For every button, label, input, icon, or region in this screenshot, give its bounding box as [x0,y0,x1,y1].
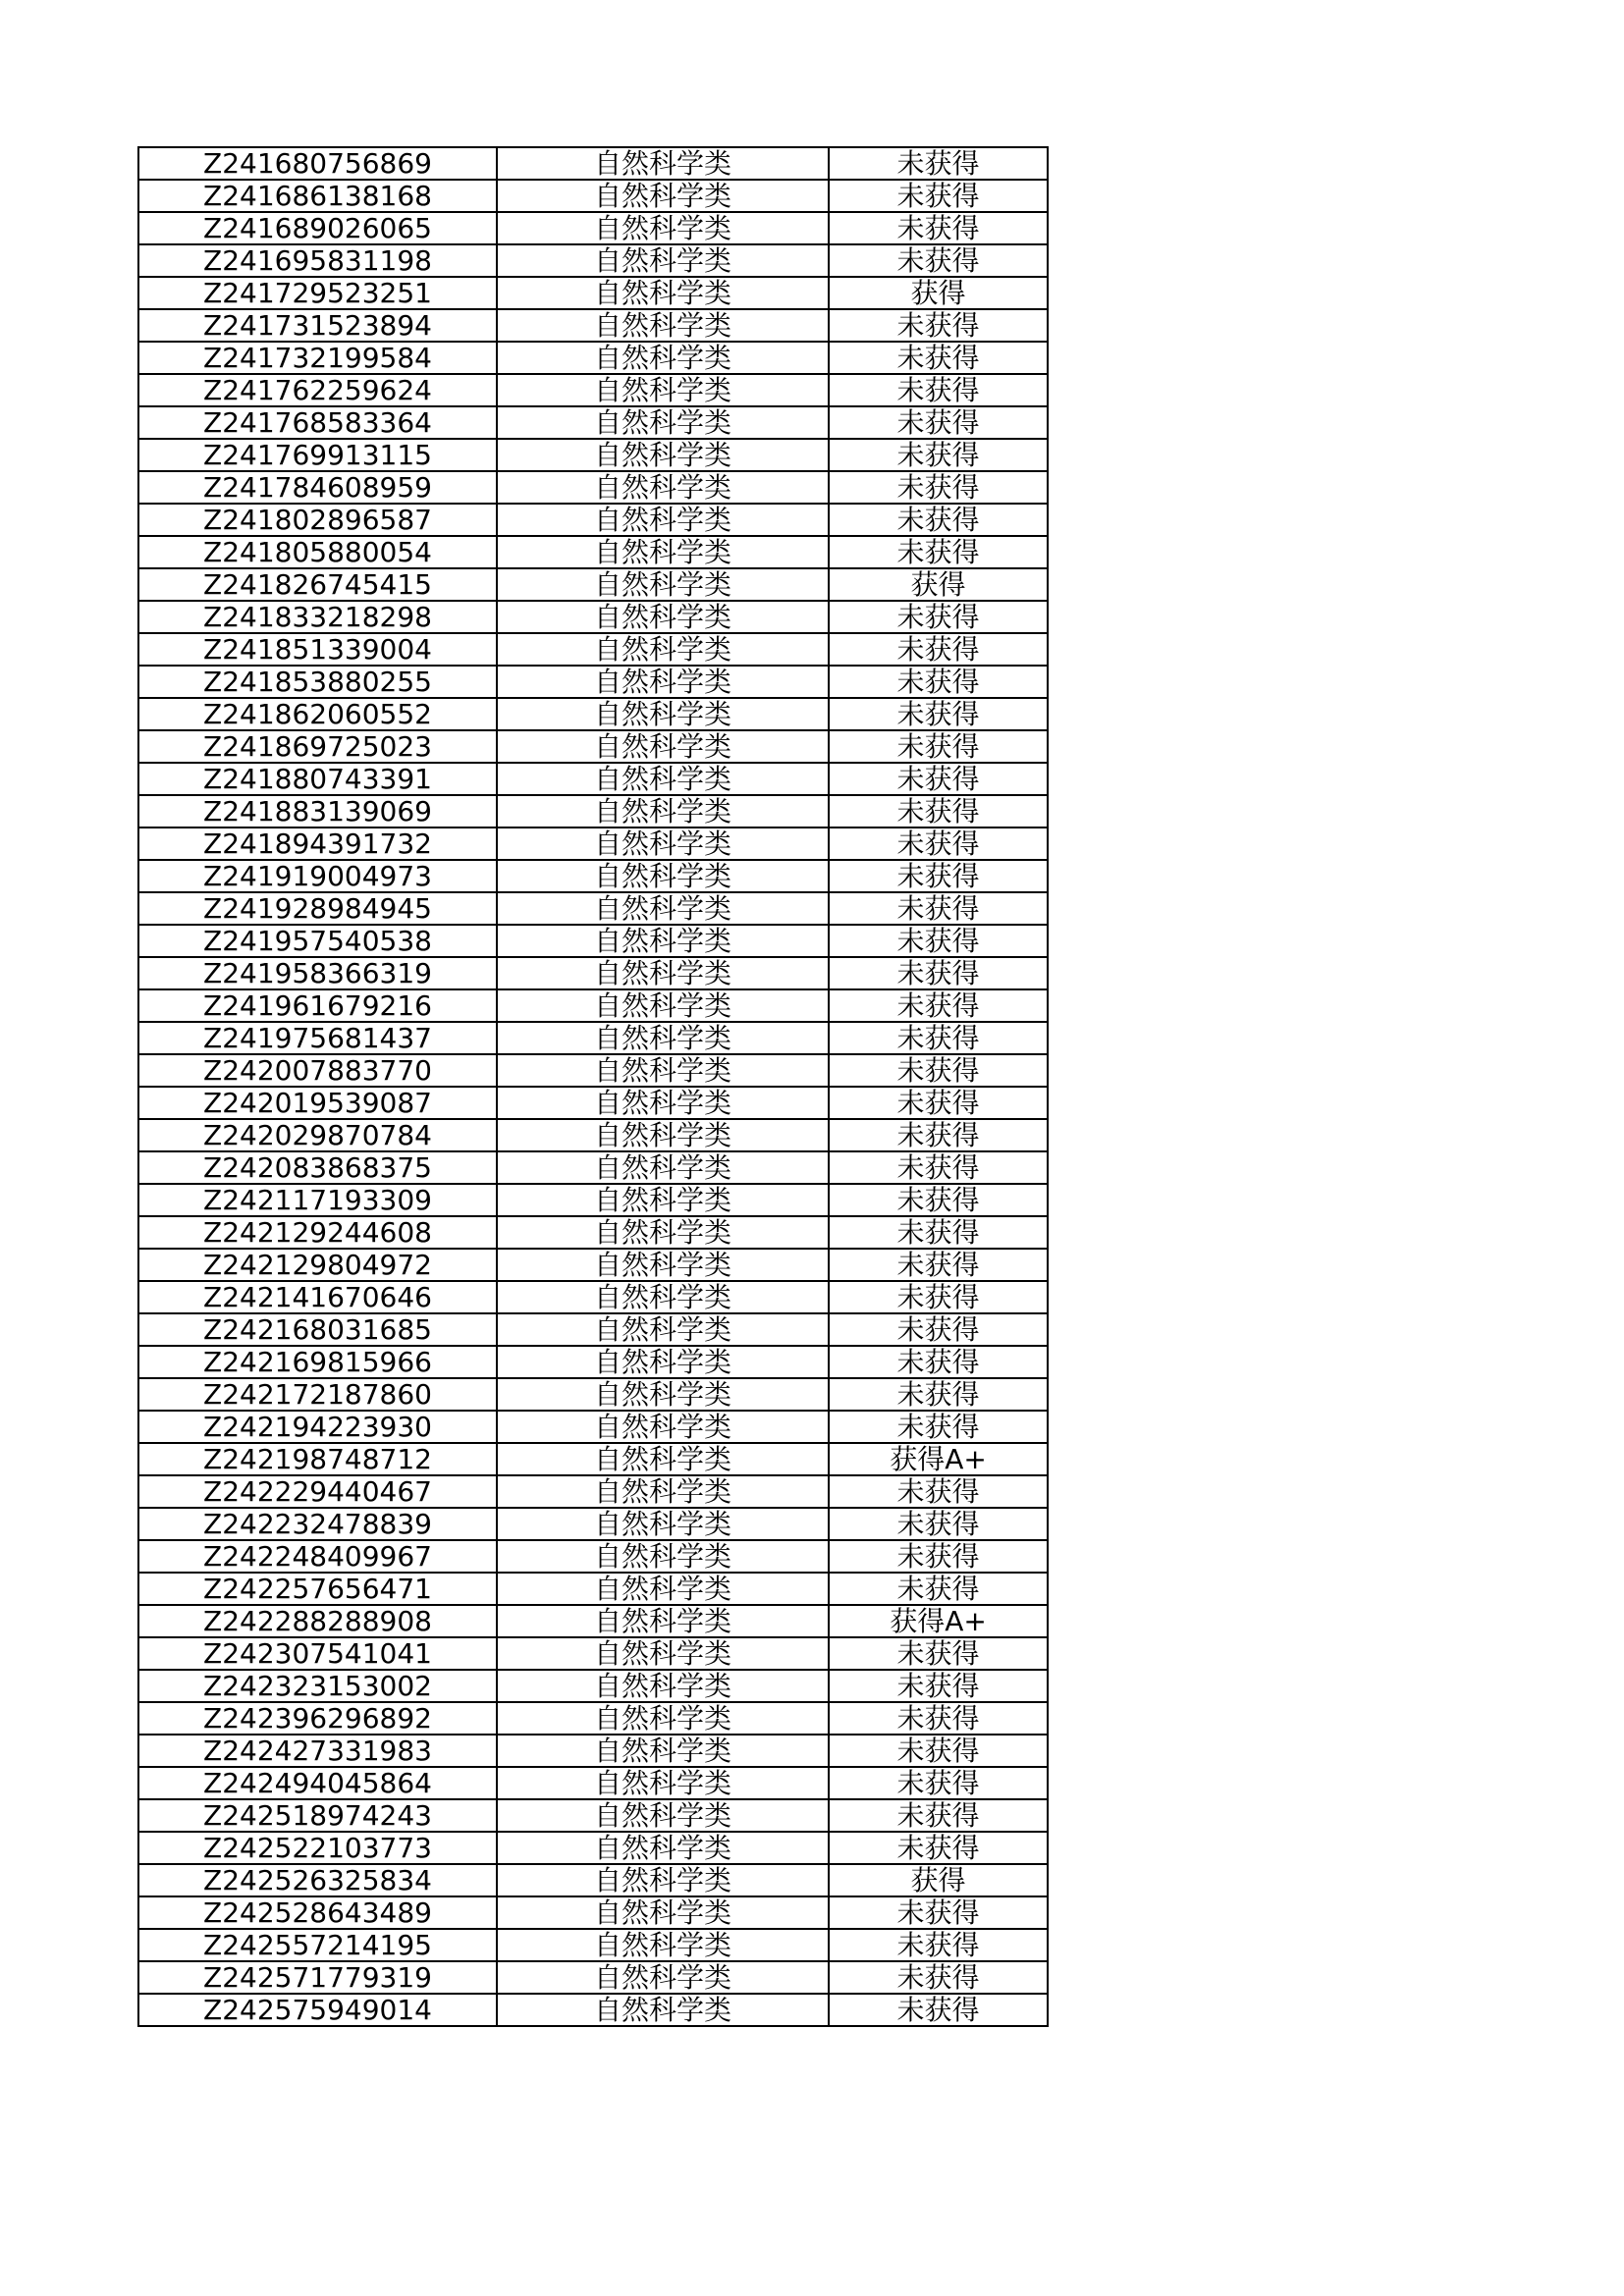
category-cell: 自然科学类 [497,1411,829,1443]
category-cell: 自然科学类 [497,471,829,504]
applicant-id-cell: Z242571779319 [138,1961,497,1994]
category-cell: 自然科学类 [497,1508,829,1540]
table-row [138,1896,1048,1929]
applicant-id-cell: Z242288288908 [138,1605,497,1637]
table-row [138,1508,1048,1540]
category-cell: 自然科学类 [497,1087,829,1119]
applicant-id-cell: Z242323153002 [138,1670,497,1702]
applicant-id-cell: Z242396296892 [138,1702,497,1735]
applicant-id-cell: Z242232478839 [138,1508,497,1540]
category-cell: 自然科学类 [497,342,829,374]
applicant-id-cell: Z241784608959 [138,471,497,504]
result-cell: 未获得 [829,1508,1048,1540]
table-row [138,212,1048,244]
result-cell: 未获得 [829,1573,1048,1605]
applicant-id-cell: Z241833218298 [138,601,497,633]
table-row [138,1540,1048,1573]
category-cell: 自然科学类 [497,1832,829,1864]
result-cell: 未获得 [829,1216,1048,1249]
table-row [138,1929,1048,1961]
table-row [138,1767,1048,1799]
table-row [138,601,1048,633]
category-cell: 自然科学类 [497,1475,829,1508]
category-cell: 自然科学类 [497,1896,829,1929]
result-cell: 未获得 [829,342,1048,374]
result-cell: 未获得 [829,1119,1048,1151]
category-cell: 自然科学类 [497,1022,829,1054]
applicant-id-cell: Z242257656471 [138,1573,497,1605]
table-row [138,1281,1048,1313]
applicant-id-cell: Z241883139069 [138,795,497,828]
applicant-id-cell: Z241975681437 [138,1022,497,1054]
applicant-id-cell: Z241961679216 [138,989,497,1022]
result-cell: 未获得 [829,1767,1048,1799]
result-cell: 未获得 [829,925,1048,957]
table-row [138,1735,1048,1767]
category-cell: 自然科学类 [497,1313,829,1346]
category-cell: 自然科学类 [497,1735,829,1767]
table-row [138,1087,1048,1119]
result-cell: 未获得 [829,1184,1048,1216]
table-row [138,828,1048,860]
table-row [138,1670,1048,1702]
result-cell: 未获得 [829,504,1048,536]
table-row [138,277,1048,309]
applicant-id-cell: Z242083868375 [138,1151,497,1184]
result-cell: 未获得 [829,989,1048,1022]
table-row [138,1605,1048,1637]
table-row [138,1475,1048,1508]
applicant-id-cell: Z241958366319 [138,957,497,989]
category-cell: 自然科学类 [497,568,829,601]
table-row [138,925,1048,957]
result-cell: 未获得 [829,1378,1048,1411]
category-cell: 自然科学类 [497,277,829,309]
result-cell: 未获得 [829,1702,1048,1735]
result-cell: 未获得 [829,439,1048,471]
table-row [138,1151,1048,1184]
category-cell: 自然科学类 [497,892,829,925]
table-row [138,1637,1048,1670]
category-cell: 自然科学类 [497,1151,829,1184]
table-row [138,957,1048,989]
applicant-id-cell: Z241732199584 [138,342,497,374]
result-cell: 未获得 [829,1896,1048,1929]
applicant-id-cell: Z241894391732 [138,828,497,860]
result-cell: 获得A+ [829,1605,1048,1637]
applicant-id-cell: Z242029870784 [138,1119,497,1151]
category-cell: 自然科学类 [497,1637,829,1670]
category-cell: 自然科学类 [497,1281,829,1313]
table-row [138,1573,1048,1605]
applicant-id-cell: Z242557214195 [138,1929,497,1961]
result-cell: 未获得 [829,1670,1048,1702]
applicant-id-cell: Z241853880255 [138,666,497,698]
applicant-id-cell: Z242575949014 [138,1994,497,2026]
applicant-id-cell: Z241680756869 [138,147,497,180]
table-row [138,1702,1048,1735]
category-cell: 自然科学类 [497,1443,829,1475]
result-cell: 未获得 [829,1054,1048,1087]
result-cell: 未获得 [829,1540,1048,1573]
applicant-id-cell: Z242522103773 [138,1832,497,1864]
table-row [138,1313,1048,1346]
applicant-id-cell: Z241869725023 [138,730,497,763]
applicant-id-cell: Z241957540538 [138,925,497,957]
table-row [138,374,1048,406]
table-row [138,698,1048,730]
results-table [137,146,1049,2027]
category-cell: 自然科学类 [497,1961,829,1994]
table-row [138,147,1048,180]
applicant-id-cell: Z242169815966 [138,1346,497,1378]
category-cell: 自然科学类 [497,439,829,471]
table-row [138,763,1048,795]
result-cell: 未获得 [829,147,1048,180]
category-cell: 自然科学类 [497,1929,829,1961]
result-cell: 未获得 [829,1961,1048,1994]
result-cell: 未获得 [829,180,1048,212]
table-row [138,471,1048,504]
category-cell: 自然科学类 [497,1864,829,1896]
result-cell: 未获得 [829,1799,1048,1832]
table-row [138,989,1048,1022]
category-cell: 自然科学类 [497,698,829,730]
category-cell: 自然科学类 [497,1346,829,1378]
category-cell: 自然科学类 [497,180,829,212]
category-cell: 自然科学类 [497,1573,829,1605]
applicant-id-cell: Z242518974243 [138,1799,497,1832]
applicant-id-cell: Z242194223930 [138,1411,497,1443]
result-cell: 未获得 [829,795,1048,828]
applicant-id-cell: Z242168031685 [138,1313,497,1346]
table-row [138,1022,1048,1054]
category-cell: 自然科学类 [497,925,829,957]
applicant-id-cell: Z242129244608 [138,1216,497,1249]
result-cell: 未获得 [829,1249,1048,1281]
table-row [138,1346,1048,1378]
applicant-id-cell: Z242307541041 [138,1637,497,1670]
table-row [138,1054,1048,1087]
table-row [138,244,1048,277]
table-row [138,342,1048,374]
applicant-id-cell: Z241731523894 [138,309,497,342]
result-cell: 未获得 [829,1475,1048,1508]
applicant-id-cell: Z242528643489 [138,1896,497,1929]
category-cell: 自然科学类 [497,1216,829,1249]
applicant-id-cell: Z242427331983 [138,1735,497,1767]
table-row [138,1864,1048,1896]
applicant-id-cell: Z241919004973 [138,860,497,892]
result-cell: 未获得 [829,633,1048,666]
applicant-id-cell: Z241928984945 [138,892,497,925]
category-cell: 自然科学类 [497,1378,829,1411]
result-cell: 未获得 [829,892,1048,925]
result-cell: 未获得 [829,1087,1048,1119]
applicant-id-cell: Z242248409967 [138,1540,497,1573]
result-cell: 获得A+ [829,1443,1048,1475]
category-cell: 自然科学类 [497,212,829,244]
category-cell: 自然科学类 [497,309,829,342]
applicant-id-cell: Z241729523251 [138,277,497,309]
category-cell: 自然科学类 [497,244,829,277]
result-cell: 未获得 [829,1022,1048,1054]
applicant-id-cell: Z241802896587 [138,504,497,536]
result-cell: 未获得 [829,309,1048,342]
category-cell: 自然科学类 [497,666,829,698]
table-row [138,1184,1048,1216]
applicant-id-cell: Z242141670646 [138,1281,497,1313]
result-cell: 未获得 [829,730,1048,763]
table-row [138,309,1048,342]
category-cell: 自然科学类 [497,1184,829,1216]
result-cell: 未获得 [829,212,1048,244]
result-cell: 未获得 [829,244,1048,277]
result-cell: 未获得 [829,374,1048,406]
applicant-id-cell: Z241695831198 [138,244,497,277]
table-row [138,892,1048,925]
table-row [138,1249,1048,1281]
result-cell: 获得 [829,568,1048,601]
category-cell: 自然科学类 [497,1119,829,1151]
result-cell: 未获得 [829,471,1048,504]
category-cell: 自然科学类 [497,1605,829,1637]
result-cell: 未获得 [829,406,1048,439]
category-cell: 自然科学类 [497,1767,829,1799]
result-cell: 未获得 [829,957,1048,989]
table-row [138,568,1048,601]
result-cell: 未获得 [829,1313,1048,1346]
applicant-id-cell: Z242007883770 [138,1054,497,1087]
category-cell: 自然科学类 [497,763,829,795]
category-cell: 自然科学类 [497,730,829,763]
table-row [138,1378,1048,1411]
table-row [138,1799,1048,1832]
table-row [138,406,1048,439]
applicant-id-cell: Z241686138168 [138,180,497,212]
result-cell: 未获得 [829,1929,1048,1961]
applicant-id-cell: Z242494045864 [138,1767,497,1799]
category-cell: 自然科学类 [497,147,829,180]
applicant-id-cell: Z241805880054 [138,536,497,568]
category-cell: 自然科学类 [497,957,829,989]
table-row [138,730,1048,763]
applicant-id-cell: Z241826745415 [138,568,497,601]
category-cell: 自然科学类 [497,601,829,633]
result-cell: 未获得 [829,1281,1048,1313]
table-row [138,536,1048,568]
result-cell: 未获得 [829,1994,1048,2026]
result-cell: 未获得 [829,601,1048,633]
result-cell: 未获得 [829,536,1048,568]
applicant-id-cell: Z242526325834 [138,1864,497,1896]
applicant-id-cell: Z241862060552 [138,698,497,730]
table-row [138,633,1048,666]
category-cell: 自然科学类 [497,633,829,666]
table-row [138,1443,1048,1475]
category-cell: 自然科学类 [497,1249,829,1281]
table-row [138,180,1048,212]
category-cell: 自然科学类 [497,1702,829,1735]
table-row [138,1216,1048,1249]
result-cell: 未获得 [829,1735,1048,1767]
category-cell: 自然科学类 [497,795,829,828]
table-row [138,1411,1048,1443]
category-cell: 自然科学类 [497,1054,829,1087]
result-cell: 未获得 [829,1637,1048,1670]
category-cell: 自然科学类 [497,504,829,536]
result-cell: 未获得 [829,828,1048,860]
result-cell: 未获得 [829,1832,1048,1864]
applicant-id-cell: Z241768583364 [138,406,497,439]
category-cell: 自然科学类 [497,536,829,568]
applicant-id-cell: Z241769913115 [138,439,497,471]
result-cell: 获得 [829,1864,1048,1896]
category-cell: 自然科学类 [497,989,829,1022]
applicant-id-cell: Z241880743391 [138,763,497,795]
table-row [138,1994,1048,2026]
category-cell: 自然科学类 [497,374,829,406]
category-cell: 自然科学类 [497,1540,829,1573]
result-cell: 未获得 [829,1346,1048,1378]
table-row [138,504,1048,536]
table-row [138,666,1048,698]
table-row [138,439,1048,471]
applicant-id-cell: Z241762259624 [138,374,497,406]
applicant-id-cell: Z242198748712 [138,1443,497,1475]
table-row [138,1119,1048,1151]
category-cell: 自然科学类 [497,1670,829,1702]
result-cell: 未获得 [829,1411,1048,1443]
table-row [138,860,1048,892]
applicant-id-cell: Z242019539087 [138,1087,497,1119]
result-cell: 未获得 [829,860,1048,892]
table-row [138,1961,1048,1994]
applicant-id-cell: Z241689026065 [138,212,497,244]
category-cell: 自然科学类 [497,828,829,860]
table-row [138,795,1048,828]
result-cell: 未获得 [829,763,1048,795]
applicant-id-cell: Z242172187860 [138,1378,497,1411]
category-cell: 自然科学类 [497,1994,829,2026]
applicant-id-cell: Z241851339004 [138,633,497,666]
result-cell: 未获得 [829,1151,1048,1184]
applicant-id-cell: Z242117193309 [138,1184,497,1216]
results-table-body [138,147,1048,2026]
category-cell: 自然科学类 [497,860,829,892]
result-cell: 获得 [829,277,1048,309]
result-cell: 未获得 [829,698,1048,730]
table-row [138,1832,1048,1864]
category-cell: 自然科学类 [497,1799,829,1832]
category-cell: 自然科学类 [497,406,829,439]
applicant-id-cell: Z242129804972 [138,1249,497,1281]
applicant-id-cell: Z242229440467 [138,1475,497,1508]
result-cell: 未获得 [829,666,1048,698]
